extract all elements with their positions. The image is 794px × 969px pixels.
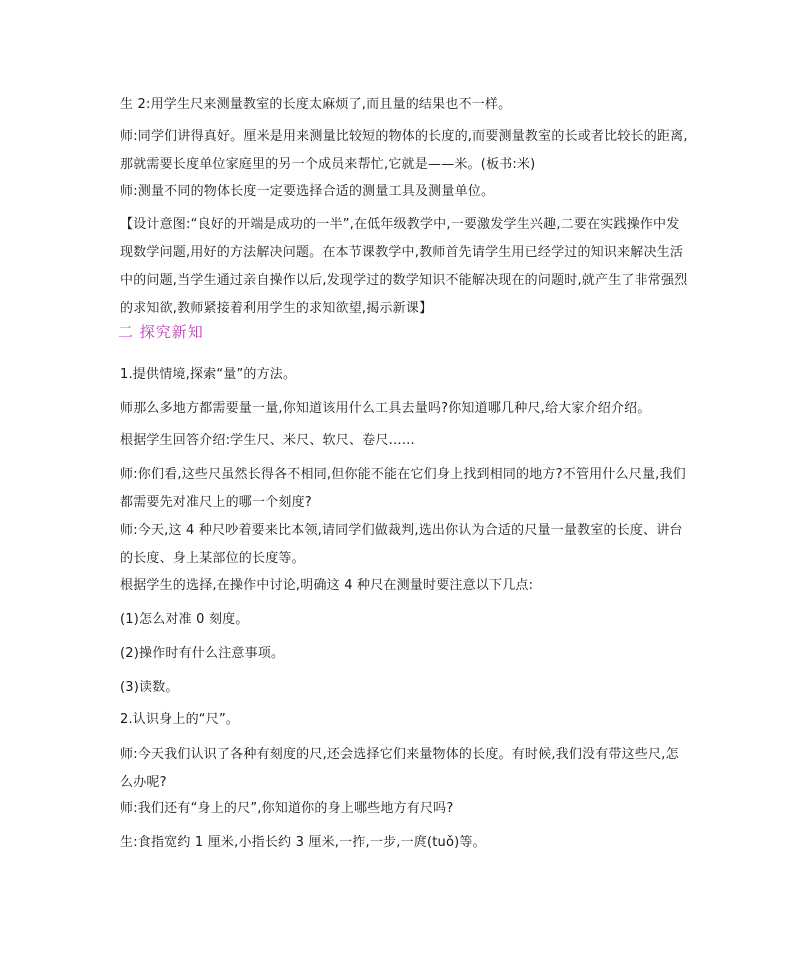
paragraph-teacher-body-ruler: 师:我们还有“身上的尺”,你知道你的身上哪些地方有尺吗? [120, 801, 454, 816]
paragraph-teacher-meter: 师:同学们讲得真好。厘米是用来测量比较短的物体的长度的,而要测量教室的长或者比较长的距离,那就需要长度单位家庭里的另一个成员来帮忙,它就是——米。(板书:米) [120, 129, 688, 172]
paragraph-teacher-no-ruler: 师:今天我们认识了各种有刻度的尺,还会选择它们来量物体的长度。有时候,我们没有带这些尺,怎么办呢? [120, 747, 679, 790]
paragraph-teacher-choose-tools: 师:测量不同的物体长度一定要选择合适的测量工具及测量单位。 [120, 184, 495, 199]
list-item-align-zero: (1)怎么对准 0 刻度。 [120, 612, 249, 627]
paragraph-notes-intro: 根据学生的选择,在操作中讨论,明确这 4 种尺在测量时要注意以下几点: [120, 578, 534, 593]
paragraph-design-intent: 【设计意图:“良好的开端是成功的一半”,在低年级教学中,一要激发学生兴趣,二要在实践操作中发现数学问题,用好的方法解决问题。在本节课教学中,教师首先请学生用已经学过的知识来解决生活中的问题,当学生通过亲自操作以后,发现学过的数学知识不能解决现在的问题时,就产生了非常强烈的求知欲,教师紧接着利用学生的求知欲望,揭示新课】 [120, 217, 688, 316]
paragraph-student2-ruler: 生 2:用学生尺来测量教室的长度太麻烦了,而且量的结果也不一样。 [120, 97, 512, 112]
paragraph-teacher-which-rulers: 师那么多地方都需要量一量,你知道该用什么工具去量吗?你知道哪几种尺,给大家介绍介绍。 [120, 401, 651, 416]
list-item-precautions: (2)操作时有什么注意事项。 [120, 646, 285, 661]
paragraph-teacher-same-point: 师:你们看,这些尺虽然长得各不相同,但你能不能在它们身上找到相同的地方?不管用什么尺量,我们都需要先对准尺上的哪一个刻度? [120, 467, 686, 510]
paragraph-student-body-measures: 生:食指宽约 1 厘米,小指长约 3 厘米,一拃,一步,一庹(tuǒ)等。 [120, 835, 486, 850]
paragraph-step2: 2.认识身上的“尺”。 [120, 712, 240, 727]
paragraph-ruler-types: 根据学生回答介绍:学生尺、米尺、软尺、卷尺…… [120, 433, 415, 448]
paragraph-teacher-four-rulers: 师:今天,这 4 种尺吵着要来比本领,请同学们做裁判,选出你认为合适的尺量一量教室的长度、讲台的长度、身上某部位的长度等。 [120, 523, 683, 566]
list-item-reading: (3)读数。 [120, 680, 179, 695]
paragraph-step1: 1.提供情境,探索“量”的方法。 [120, 367, 297, 382]
section-heading-explore: 二 探究新知 [118, 323, 204, 341]
